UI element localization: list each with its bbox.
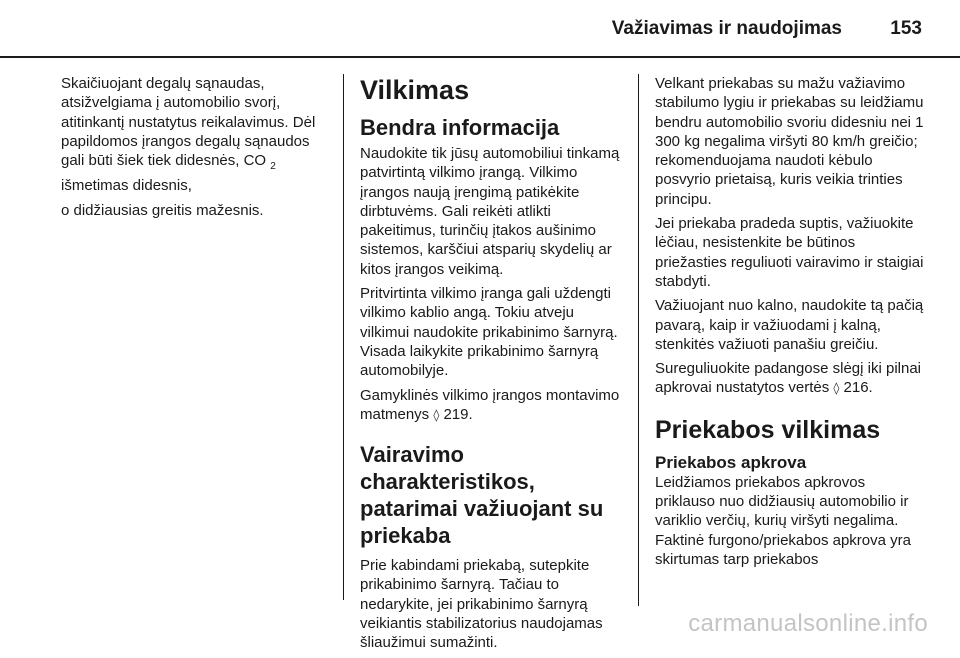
heading-trailer-towing: Priekabos vilkimas xyxy=(655,415,881,444)
column-divider-2 xyxy=(638,74,639,606)
page-reference-icon: ◊ xyxy=(433,407,440,422)
page-number: 153 xyxy=(890,18,922,39)
heading-towing: Vilkimas xyxy=(360,75,470,105)
paragraph-sway: Jei priekaba pradeda suptis, važiuokite lėčiau, nesistenkite be būtinos priežasties reguliuoti vairavimo ir staigiai stabdyti. xyxy=(655,215,924,290)
paragraph-fuel-consumption: Skaičiuojant degalų sąnaudas, atsižvelgiama į automobilio svorį, atitinkantį nustatytus reikalavimus. Dėl papildomos įrangos degalų sąnaudos gali būti šiek tiek didesnės, CO $_2$ išmetimas didesnis, xyxy=(61,75,316,195)
column-3 xyxy=(655,74,925,574)
section-title: Važiavimas ir naudojimas xyxy=(611,18,842,39)
paragraph-tyre-pressure: Sureguliuokite padangose slėgį iki pilnai apkrovai nustatytos vertės ◊ 216. xyxy=(655,360,922,397)
watermark: carmanualsonline.info xyxy=(688,610,928,637)
paragraph-lubricate-hitch: Prie kabindami priekabą, sutepkite prikabinimo šarnyrą. Tačiau to nedarykite, jei prikabinimo šarnyrą veikiantis stabilizatorius naudojamas šliaužimui sumažinti. xyxy=(360,557,603,652)
column-divider-1 xyxy=(343,74,344,600)
paragraph-downhill: Važiuojant nuo kalno, naudokite tą pačią pavarą, kaip ir važiuodami į kalną, stenkitės važiuoti panašiu greičiu. xyxy=(655,297,924,353)
paragraph-mounting-dimensions: Gamyklinės vilkimo įrangos montavimo matmenys ◊ 219. xyxy=(360,386,620,423)
column-1 xyxy=(61,74,333,225)
heading-trailer-load: Priekabos apkrova xyxy=(655,452,807,472)
paragraph-hitch: Pritvirtinta vilkimo įranga gali uždengti vilkimo kablio angą. Tokiu atveju vilkimui naudokite prikabinimo šarnyrą. Visada laikykite prikabinimo šarnyrą automobilyje. xyxy=(360,285,618,380)
page-reference-link[interactable]: 219. xyxy=(439,405,473,423)
page-reference-icon: ◊ xyxy=(833,381,840,396)
paragraph-towing-equipment: Naudokite tik jūsų automobiliui tinkamą patvirtintą vilkimo įrangą. Vilkimo įrangos naują įrengimą patikėkite dirbtuvėms. Gali reikėti atlikti pakeitimus, turinčių įtakos aušinimo sistemos, karščiui atsparių skydelių ar kitos įrangos veikimą. xyxy=(360,145,620,278)
heading-driving-characteristics: Vairavimo charakteristikos, patarimai važiuojant su priekaba xyxy=(360,442,604,549)
page-reference-link[interactable]: 216. xyxy=(839,379,873,397)
header-rule xyxy=(0,56,960,58)
paragraph-speed-limit: Velkant priekabas su mažu važiavimo stabilumo lygiu ir priekabas su leidžiamu bendru automobilio svoriu didesniu nei 1 300 kg negalima viršyti 80 km/h greičio; rekomenduojama naudoti kėbulo posvyrio prietaisą, kuris veikia trinties principu. xyxy=(655,75,924,208)
paragraph-max-speed: o didžiausias greitis mažesnis. xyxy=(61,201,264,219)
column-2 xyxy=(360,74,622,658)
paragraph-trailer-load: Leidžiamos priekabos apkrovos priklauso nuo didžiausių automobilio ir variklio verčių, kurių viršyti negalima. Faktinė furgono/priekabos apkrova yra skirtumas tarp priekabos xyxy=(655,473,911,568)
co2-subscript: 2 xyxy=(270,161,276,173)
page-header xyxy=(0,0,960,56)
heading-general-info: Bendra informacija xyxy=(360,115,560,140)
